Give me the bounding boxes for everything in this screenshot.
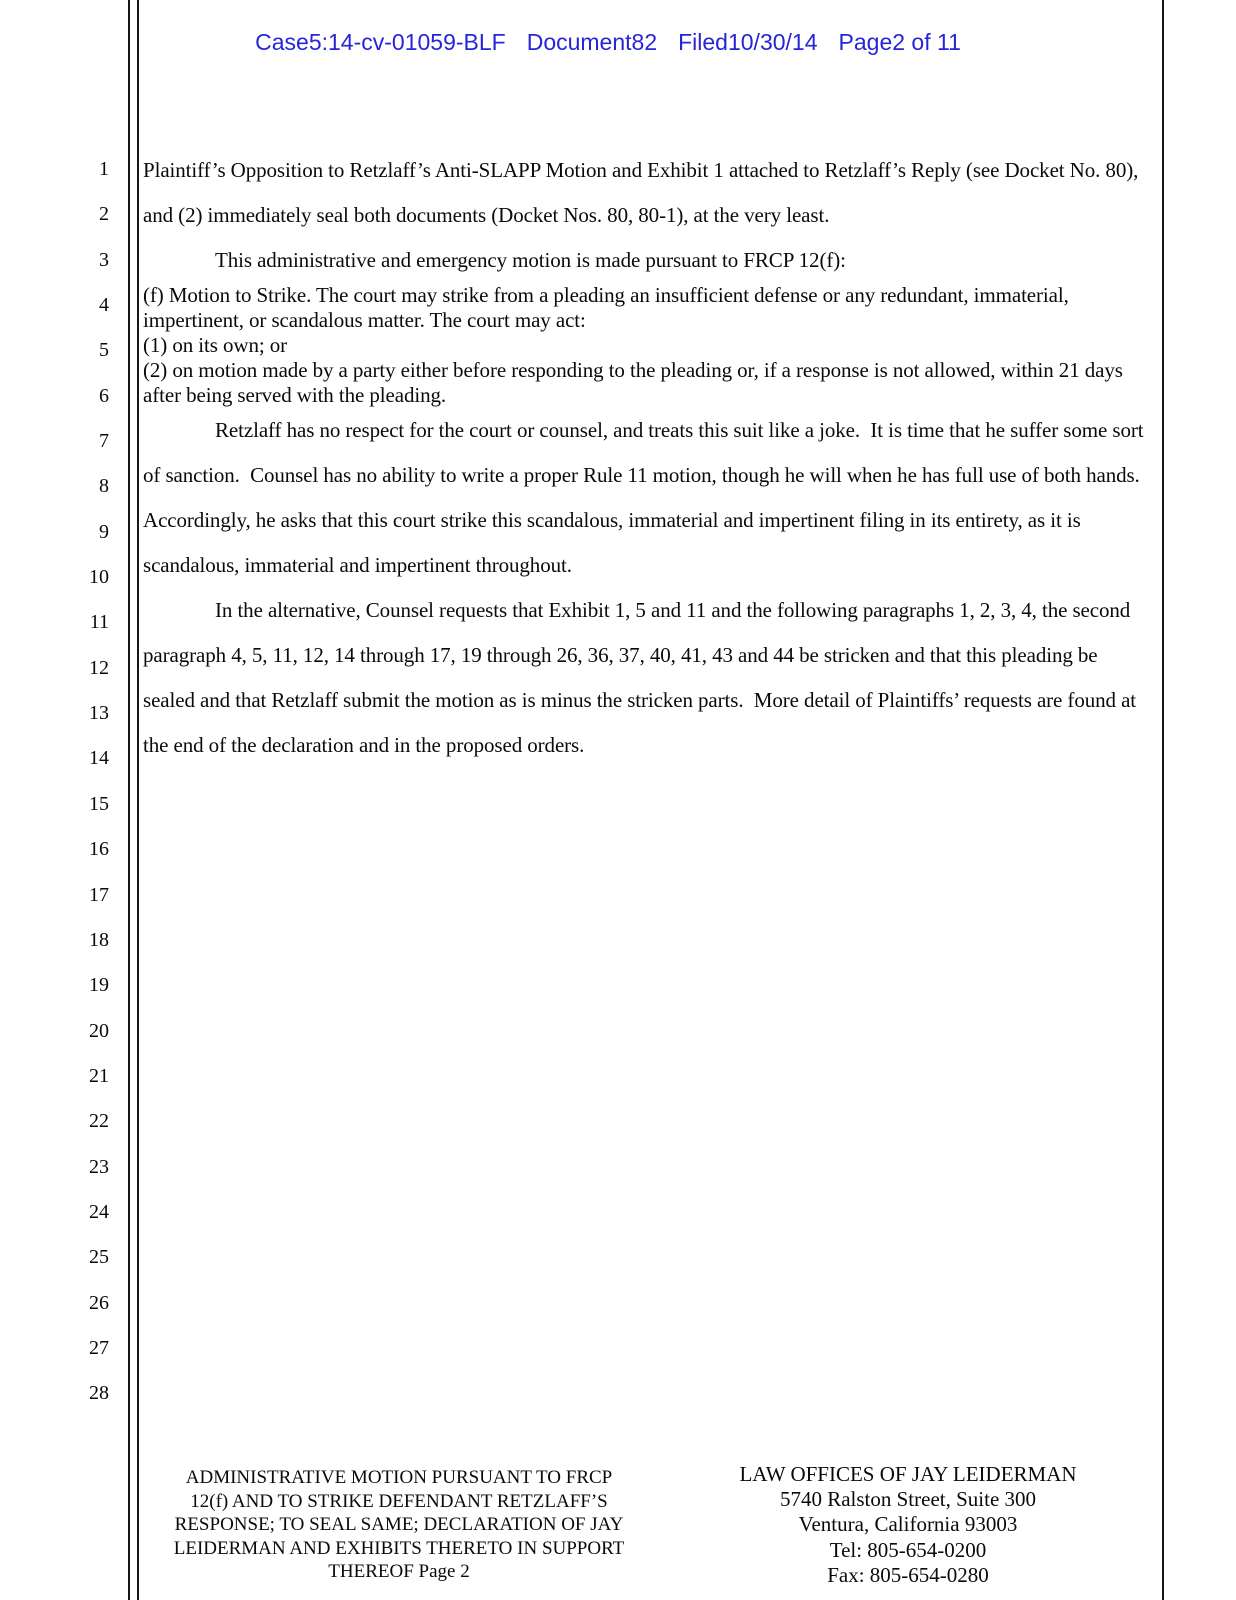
line-number: 7 bbox=[99, 430, 109, 453]
document-number: Document82 bbox=[526, 29, 658, 55]
line-number: 22 bbox=[89, 1110, 109, 1133]
line-number: 11 bbox=[89, 611, 109, 634]
line-number: 21 bbox=[89, 1064, 109, 1087]
pleading-double-rule bbox=[128, 0, 139, 1600]
pleading-right-rule bbox=[1162, 0, 1164, 1600]
footer-title-line: ADMINISTRATIVE MOTION PURSUANT TO FRCP bbox=[185, 1467, 613, 1488]
line-number: 8 bbox=[99, 475, 109, 498]
footer-title-line: LEIDERMAN AND EXHIBITS THERETO IN SUPPORT bbox=[173, 1537, 625, 1559]
footer-motion-title bbox=[143, 1466, 655, 1584]
footer-law-office-block bbox=[688, 1462, 1128, 1588]
line-number: 6 bbox=[99, 384, 109, 407]
line-number: 16 bbox=[89, 838, 109, 861]
blockquote-frcp-12f: (f) Motion to Strike. The court may strike from a pleading an insufficient defense or any redundant, immaterial, impertinent, or scandalous matter. The court may act: bbox=[143, 283, 1074, 332]
line-number: 12 bbox=[89, 656, 109, 679]
line-number: 23 bbox=[89, 1155, 109, 1178]
line-number: 4 bbox=[99, 294, 109, 317]
line-number: 9 bbox=[99, 520, 109, 543]
blockquote-item-2: (2) on motion made by a party either before responding to the pleading or, if a response is not allowed, within 21 days after being served with the pleading. bbox=[143, 358, 1129, 407]
document-body bbox=[143, 148, 1149, 768]
line-number: 19 bbox=[89, 974, 109, 997]
paragraph-motion-basis: This administrative and emergency motion is made pursuant to FRCP 12(f): bbox=[215, 248, 846, 272]
filed-date: Filed10/30/14 bbox=[678, 29, 818, 55]
page-indicator: Page2 of 11 bbox=[838, 29, 961, 55]
line-number-column bbox=[0, 147, 109, 1417]
paragraph-continued: Plaintiff’s Opposition to Retzlaff’s Anti-SLAPP Motion and Exhibit 1 attached to Retzlaff’s Reply (see Docket No. 80), and (2) immediately seal both documents (Docket Nos. 80, 80-1), at the very least. bbox=[143, 158, 1144, 227]
case-number: Case5:14-cv-01059-BLF bbox=[255, 29, 506, 55]
line-number: 28 bbox=[89, 1382, 109, 1405]
paragraph-alternative: In the alternative, Counsel requests that Exhibit 1, 5 and 11 and the following paragraphs 1, 2, 3, 4, the second paragraph 4, 5, 11, 12, 14 through 17, 19 through 26, 36, 37, 40, 41, 43 and 44 be stricken and that this pleading be sealed and that Retzlaff submit the motion as is minus the stricken parts. More detail of Plaintiffs’ requests are found at the end of the declaration and in the proposed orders. bbox=[143, 598, 1142, 757]
law-office-city: Ventura, California 93003 bbox=[798, 1512, 1018, 1537]
line-number: 10 bbox=[89, 566, 109, 589]
line-number: 13 bbox=[89, 702, 109, 725]
law-office-name: LAW OFFICES OF JAY LEIDERMAN bbox=[739, 1462, 1077, 1486]
line-number: 18 bbox=[89, 928, 109, 951]
law-office-fax: Fax: 805-654-0280 bbox=[827, 1562, 989, 1587]
case-stamp bbox=[143, 29, 1073, 56]
line-number: 17 bbox=[89, 883, 109, 906]
law-office-tel: Tel: 805-654-0200 bbox=[829, 1537, 987, 1562]
line-number: 24 bbox=[89, 1200, 109, 1223]
line-number: 2 bbox=[99, 203, 109, 226]
line-number: 14 bbox=[89, 747, 109, 770]
line-number: 1 bbox=[99, 158, 109, 180]
line-number: 20 bbox=[89, 1019, 109, 1042]
line-number: 27 bbox=[89, 1336, 109, 1359]
paragraph-retzlaff: Retzlaff has no respect for the court or counsel, and treats this suit like a joke. It is time that he suffer some sort of sanction. Counsel has no ability to write a proper Rule 11 motion, though he will when he has full use of both hands. Accordingly, he asks that this court strike this scandalous, immaterial and impertinent filing in its entirety, as it is scandalous, immaterial and impertinent throughout. bbox=[143, 418, 1149, 577]
line-number: 26 bbox=[89, 1291, 109, 1314]
line-number: 3 bbox=[99, 248, 109, 271]
line-number: 5 bbox=[99, 339, 109, 362]
blockquote-item-1: (1) on its own; or bbox=[143, 333, 288, 357]
line-number: 25 bbox=[89, 1246, 109, 1269]
line-number: 15 bbox=[89, 792, 109, 815]
footer-title-page: THEREOF Page 2 bbox=[328, 1561, 470, 1582]
law-office-street: 5740 Ralston Street, Suite 300 bbox=[779, 1487, 1037, 1512]
footer-title-line: 12(f) AND TO STRIKE DEFENDANT RETZLAFF’S bbox=[190, 1490, 608, 1512]
footer-title-line: RESPONSE; TO SEAL SAME; DECLARATION OF JAY bbox=[174, 1514, 624, 1535]
